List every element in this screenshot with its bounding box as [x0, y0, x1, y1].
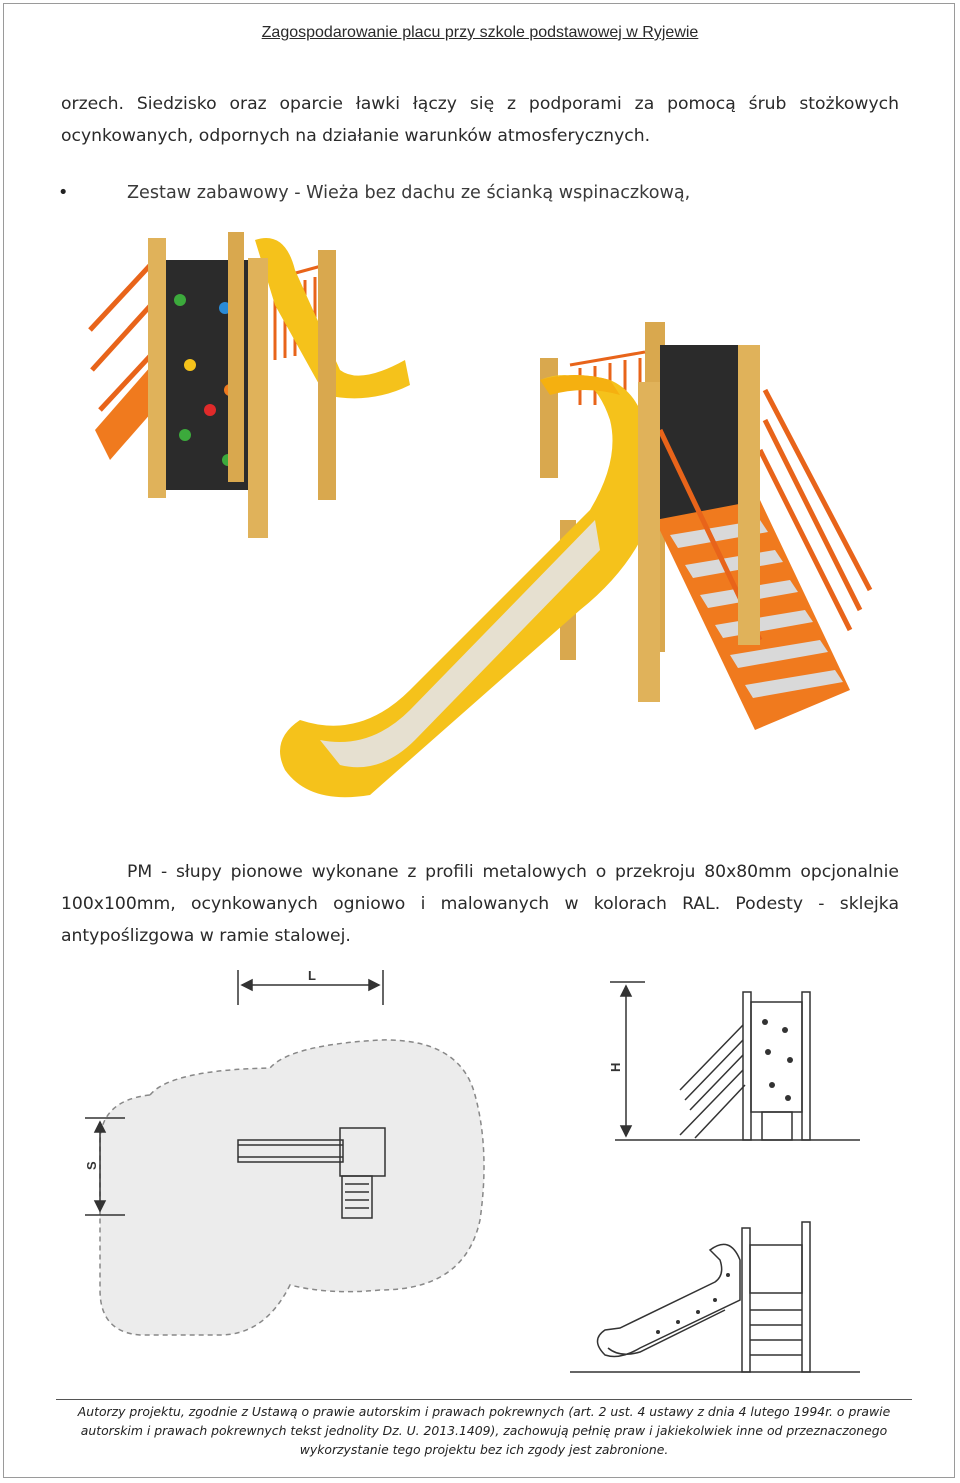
technical-drawings	[60, 960, 900, 1390]
front-elevation-view	[570, 1222, 860, 1372]
description-paragraph: PM - słupy pionowe wykonane z profili metalowych o przekroju 80x80mm opcjonalnie 100x100mm, ocynkowanych ogniowo i malowanych w kolorach RAL. Podesty - sklejka antypoślizgowa w ramie stalowej.	[61, 862, 899, 946]
intro-paragraph: orzech. Siedzisko oraz oparcie ławki łączy się z podporami za pomocą śrub stożkowych ocynkowanych, odpornych na działanie warunków atmosferycznych.	[61, 94, 899, 146]
footer-copyright	[56, 1402, 912, 1459]
bullet-item-text: Zestaw zabawowy - Wieża bez dachu ze ścianką wspinaczkową,	[127, 183, 691, 203]
bullet-marker: •	[58, 183, 69, 203]
back-tower	[90, 232, 410, 538]
plan-view	[84, 968, 484, 1335]
footer-divider	[56, 1399, 912, 1400]
footer-line-3: wykorzystanie tego projektu bez ich zgody jest zabronione.	[299, 1442, 669, 1457]
footer-line-1: Autorzy projektu, zgodnie z Ustawą o prawie autorskim i prawach pokrewnych (art. 2 ust. 4 ustawy z dnia 4 lutego 1994r. o prawie	[77, 1404, 891, 1419]
side-elevation-view	[608, 982, 860, 1140]
playset-render-image	[70, 220, 900, 830]
dimension-label-l: L	[308, 968, 316, 983]
footer-line-2: autorskim i prawach pokrewnych tekst jednolity Dz. U. 2013.1409), zachowują pełnię praw i jakiekolwiek inne od przeznaczonego	[80, 1423, 888, 1438]
dimension-label-h: H	[608, 1062, 623, 1072]
page-header-title: Zagospodarowanie placu przy szkole podstawowej w Ryjewie	[261, 24, 699, 41]
dimension-label-s: S	[84, 1161, 99, 1170]
